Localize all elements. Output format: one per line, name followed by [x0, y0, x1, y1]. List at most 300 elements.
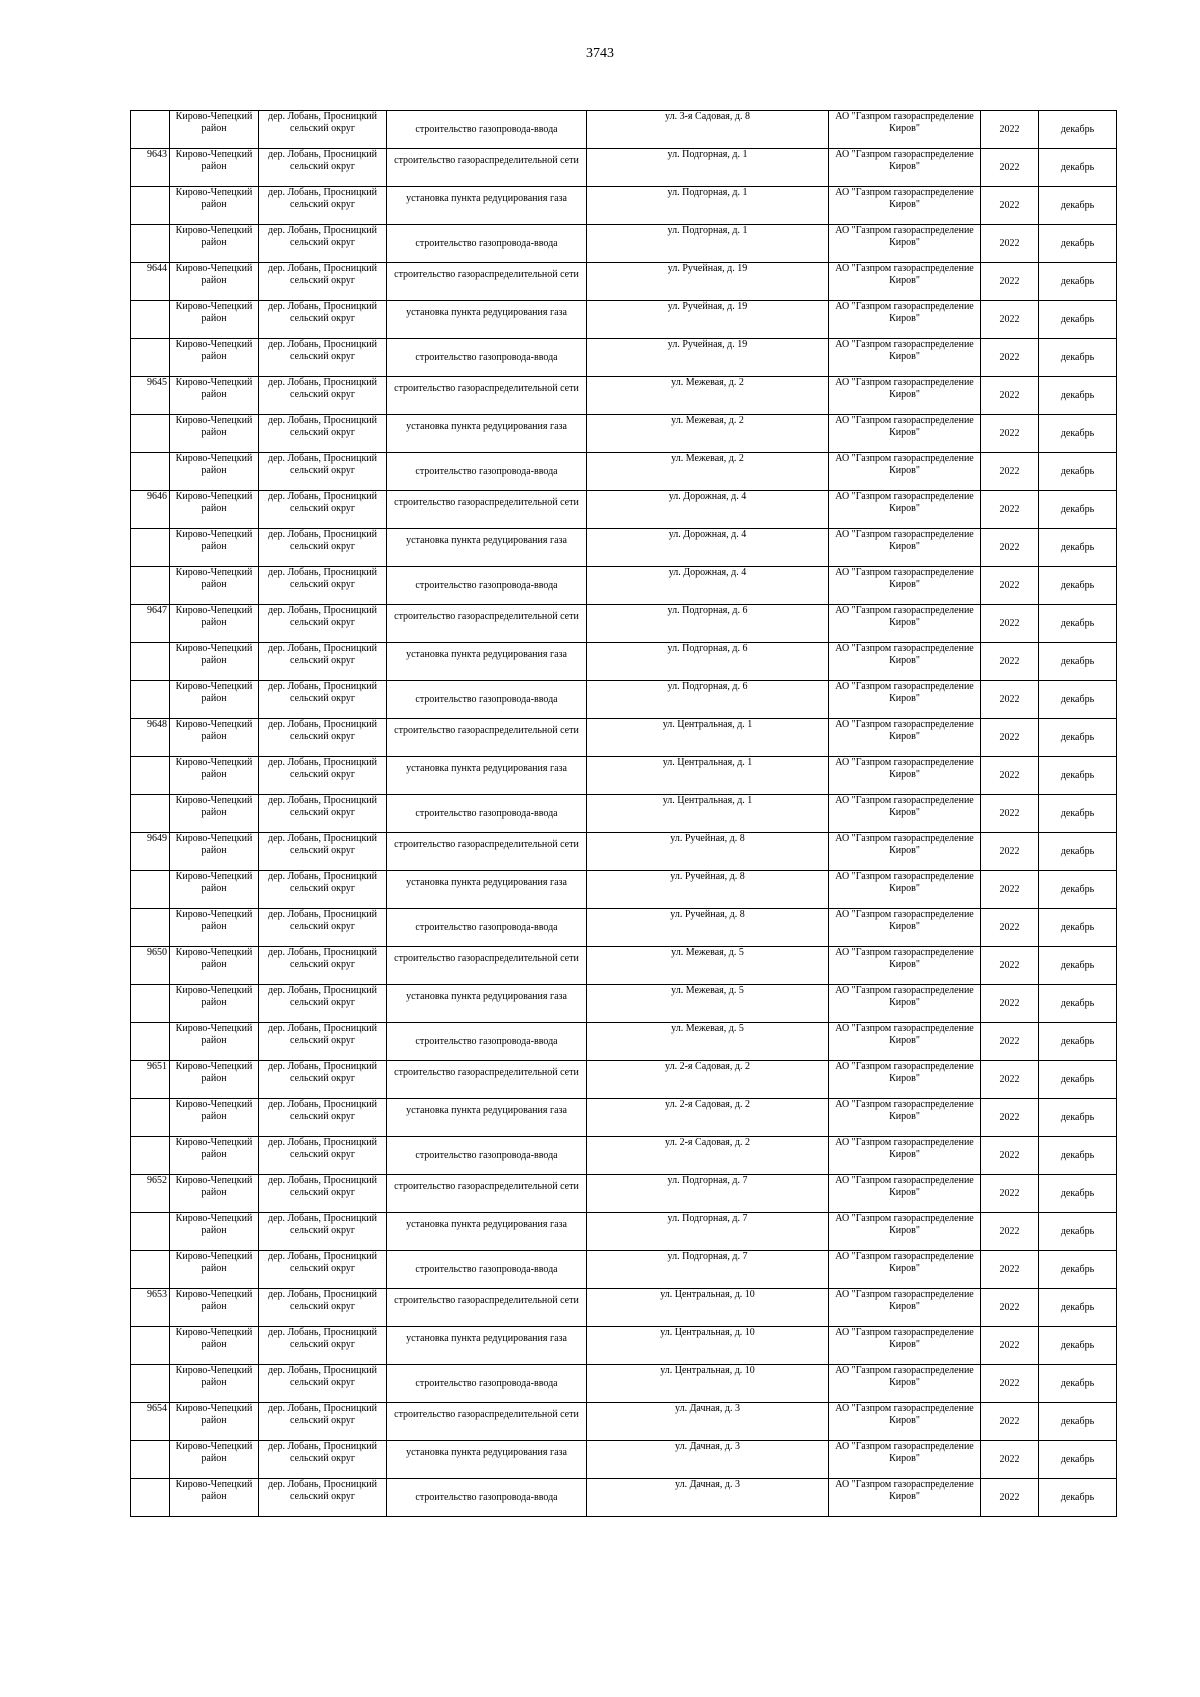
work-type-cell: строительство газораспределительной сети — [387, 719, 587, 757]
row-number: 9649 — [131, 833, 170, 871]
district-cell: Кирово-Чепецкий район — [170, 1251, 259, 1289]
year-cell: 2022 — [981, 149, 1039, 187]
work-type-cell: строительство газораспределительной сети — [387, 491, 587, 529]
organization-cell: АО "Газпром газораспределение Киров" — [829, 1175, 981, 1213]
table-row — [131, 833, 1117, 871]
organization-cell: АО "Газпром газораспределение Киров" — [829, 1099, 981, 1137]
organization-cell: АО "Газпром газораспределение Киров" — [829, 263, 981, 301]
work-type-cell: строительство газопровода-ввода — [387, 111, 587, 149]
table-row — [131, 605, 1117, 643]
address-cell: ул. Центральная, д. 10 — [587, 1289, 829, 1327]
row-number: 9647 — [131, 605, 170, 643]
year-cell: 2022 — [981, 491, 1039, 529]
year-cell: 2022 — [981, 643, 1039, 681]
locality-cell: дер. Лобань, Просницкий сельский округ — [259, 643, 387, 681]
row-number — [131, 339, 170, 377]
table-row — [131, 1023, 1117, 1061]
district-cell: Кирово-Чепецкий район — [170, 1213, 259, 1251]
year-cell: 2022 — [981, 1479, 1039, 1517]
table-row — [131, 225, 1117, 263]
month-cell: декабрь — [1039, 491, 1117, 529]
gasification-schedule-table — [130, 110, 1117, 1517]
address-cell: ул. Подгорная, д. 6 — [587, 643, 829, 681]
district-cell: Кирово-Чепецкий район — [170, 187, 259, 225]
locality-cell: дер. Лобань, Просницкий сельский округ — [259, 491, 387, 529]
work-type-cell: строительство газопровода-ввода — [387, 1479, 587, 1517]
work-type-cell: установка пункта редуцирования газа — [387, 1099, 587, 1137]
row-number — [131, 111, 170, 149]
district-cell: Кирово-Чепецкий район — [170, 339, 259, 377]
work-type-cell: строительство газораспределительной сети — [387, 1061, 587, 1099]
row-number: 9650 — [131, 947, 170, 985]
district-cell: Кирово-Чепецкий район — [170, 111, 259, 149]
locality-cell: дер. Лобань, Просницкий сельский округ — [259, 757, 387, 795]
organization-cell: АО "Газпром газораспределение Киров" — [829, 1403, 981, 1441]
table-row — [131, 719, 1117, 757]
organization-cell: АО "Газпром газораспределение Киров" — [829, 1251, 981, 1289]
district-cell: Кирово-Чепецкий район — [170, 909, 259, 947]
locality-cell: дер. Лобань, Просницкий сельский округ — [259, 529, 387, 567]
district-cell: Кирово-Чепецкий район — [170, 1441, 259, 1479]
organization-cell: АО "Газпром газораспределение Киров" — [829, 605, 981, 643]
year-cell: 2022 — [981, 871, 1039, 909]
table-row — [131, 643, 1117, 681]
address-cell: ул. 2-я Садовая, д. 2 — [587, 1137, 829, 1175]
organization-cell: АО "Газпром газораспределение Киров" — [829, 1327, 981, 1365]
year-cell: 2022 — [981, 263, 1039, 301]
month-cell: декабрь — [1039, 1061, 1117, 1099]
row-number — [131, 529, 170, 567]
address-cell: ул. Ручейная, д. 8 — [587, 833, 829, 871]
work-type-cell: строительство газопровода-ввода — [387, 1251, 587, 1289]
district-cell: Кирово-Чепецкий район — [170, 1327, 259, 1365]
year-cell: 2022 — [981, 377, 1039, 415]
table-row — [131, 757, 1117, 795]
locality-cell: дер. Лобань, Просницкий сельский округ — [259, 1365, 387, 1403]
district-cell: Кирово-Чепецкий район — [170, 415, 259, 453]
locality-cell: дер. Лобань, Просницкий сельский округ — [259, 1403, 387, 1441]
month-cell: декабрь — [1039, 1251, 1117, 1289]
address-cell: ул. Подгорная, д. 7 — [587, 1251, 829, 1289]
month-cell: декабрь — [1039, 1441, 1117, 1479]
table-row — [131, 1061, 1117, 1099]
work-type-cell: строительство газопровода-ввода — [387, 681, 587, 719]
table-body — [131, 111, 1117, 1517]
locality-cell: дер. Лобань, Просницкий сельский округ — [259, 567, 387, 605]
month-cell: декабрь — [1039, 719, 1117, 757]
month-cell: декабрь — [1039, 415, 1117, 453]
district-cell: Кирово-Чепецкий район — [170, 225, 259, 263]
address-cell: ул. Межевая, д. 2 — [587, 453, 829, 491]
organization-cell: АО "Газпром газораспределение Киров" — [829, 985, 981, 1023]
year-cell: 2022 — [981, 1327, 1039, 1365]
table-row — [131, 149, 1117, 187]
organization-cell: АО "Газпром газораспределение Киров" — [829, 453, 981, 491]
row-number: 9651 — [131, 1061, 170, 1099]
year-cell: 2022 — [981, 1023, 1039, 1061]
month-cell: декабрь — [1039, 301, 1117, 339]
row-number — [131, 909, 170, 947]
row-number — [131, 453, 170, 491]
year-cell: 2022 — [981, 339, 1039, 377]
address-cell: ул. Дачная, д. 3 — [587, 1403, 829, 1441]
district-cell: Кирово-Чепецкий район — [170, 985, 259, 1023]
locality-cell: дер. Лобань, Просницкий сельский округ — [259, 1441, 387, 1479]
organization-cell: АО "Газпром газораспределение Киров" — [829, 301, 981, 339]
address-cell: ул. Центральная, д. 1 — [587, 757, 829, 795]
address-cell: ул. Ручейная, д. 19 — [587, 339, 829, 377]
year-cell: 2022 — [981, 833, 1039, 871]
month-cell: декабрь — [1039, 187, 1117, 225]
row-number — [131, 225, 170, 263]
district-cell: Кирово-Чепецкий район — [170, 301, 259, 339]
locality-cell: дер. Лобань, Просницкий сельский округ — [259, 415, 387, 453]
month-cell: декабрь — [1039, 681, 1117, 719]
month-cell: декабрь — [1039, 529, 1117, 567]
row-number: 9643 — [131, 149, 170, 187]
district-cell: Кирово-Чепецкий район — [170, 453, 259, 491]
district-cell: Кирово-Чепецкий район — [170, 871, 259, 909]
district-cell: Кирово-Чепецкий район — [170, 719, 259, 757]
organization-cell: АО "Газпром газораспределение Киров" — [829, 795, 981, 833]
district-cell: Кирово-Чепецкий район — [170, 1365, 259, 1403]
year-cell: 2022 — [981, 187, 1039, 225]
year-cell: 2022 — [981, 985, 1039, 1023]
organization-cell: АО "Газпром газораспределение Киров" — [829, 1289, 981, 1327]
year-cell: 2022 — [981, 1365, 1039, 1403]
locality-cell: дер. Лобань, Просницкий сельский округ — [259, 1327, 387, 1365]
work-type-cell: строительство газопровода-ввода — [387, 453, 587, 491]
organization-cell: АО "Газпром газораспределение Киров" — [829, 1479, 981, 1517]
address-cell: ул. Подгорная, д. 1 — [587, 225, 829, 263]
year-cell: 2022 — [981, 947, 1039, 985]
work-type-cell: установка пункта редуцирования газа — [387, 301, 587, 339]
address-cell: ул. Дорожная, д. 4 — [587, 491, 829, 529]
year-cell: 2022 — [981, 909, 1039, 947]
district-cell: Кирово-Чепецкий район — [170, 1061, 259, 1099]
row-number: 9653 — [131, 1289, 170, 1327]
organization-cell: АО "Газпром газораспределение Киров" — [829, 225, 981, 263]
work-type-cell: строительство газораспределительной сети — [387, 605, 587, 643]
locality-cell: дер. Лобань, Просницкий сельский округ — [259, 301, 387, 339]
row-number — [131, 1479, 170, 1517]
address-cell: ул. Межевая, д. 5 — [587, 947, 829, 985]
year-cell: 2022 — [981, 1213, 1039, 1251]
year-cell: 2022 — [981, 301, 1039, 339]
month-cell: декабрь — [1039, 453, 1117, 491]
address-cell: ул. Подгорная, д. 6 — [587, 681, 829, 719]
year-cell: 2022 — [981, 111, 1039, 149]
district-cell: Кирово-Чепецкий район — [170, 377, 259, 415]
month-cell: декабрь — [1039, 605, 1117, 643]
year-cell: 2022 — [981, 1251, 1039, 1289]
address-cell: ул. Ручейная, д. 19 — [587, 301, 829, 339]
locality-cell: дер. Лобань, Просницкий сельский округ — [259, 377, 387, 415]
year-cell: 2022 — [981, 1175, 1039, 1213]
table-row — [131, 111, 1117, 149]
address-cell: ул. Межевая, д. 2 — [587, 415, 829, 453]
table-row — [131, 1251, 1117, 1289]
work-type-cell: строительство газопровода-ввода — [387, 567, 587, 605]
row-number: 9645 — [131, 377, 170, 415]
address-cell: ул. Центральная, д. 10 — [587, 1365, 829, 1403]
district-cell: Кирово-Чепецкий район — [170, 567, 259, 605]
month-cell: декабрь — [1039, 1213, 1117, 1251]
row-number — [131, 187, 170, 225]
organization-cell: АО "Газпром газораспределение Киров" — [829, 681, 981, 719]
table-row — [131, 453, 1117, 491]
work-type-cell: строительство газораспределительной сети — [387, 947, 587, 985]
year-cell: 2022 — [981, 1289, 1039, 1327]
table-row — [131, 415, 1117, 453]
address-cell: ул. Ручейная, д. 19 — [587, 263, 829, 301]
month-cell: декабрь — [1039, 263, 1117, 301]
address-cell: ул. Дорожная, д. 4 — [587, 567, 829, 605]
address-cell: ул. Ручейная, д. 8 — [587, 909, 829, 947]
month-cell: декабрь — [1039, 339, 1117, 377]
month-cell: декабрь — [1039, 1175, 1117, 1213]
year-cell: 2022 — [981, 795, 1039, 833]
organization-cell: АО "Газпром газораспределение Киров" — [829, 491, 981, 529]
address-cell: ул. 2-я Садовая, д. 2 — [587, 1099, 829, 1137]
year-cell: 2022 — [981, 1061, 1039, 1099]
table-row — [131, 1479, 1117, 1517]
page-number: 3743 — [586, 46, 614, 61]
district-cell: Кирово-Чепецкий район — [170, 1175, 259, 1213]
row-number — [131, 1099, 170, 1137]
row-number — [131, 757, 170, 795]
work-type-cell: строительство газораспределительной сети — [387, 263, 587, 301]
month-cell: декабрь — [1039, 567, 1117, 605]
table-row — [131, 529, 1117, 567]
work-type-cell: установка пункта редуцирования газа — [387, 643, 587, 681]
locality-cell: дер. Лобань, Просницкий сельский округ — [259, 605, 387, 643]
year-cell: 2022 — [981, 719, 1039, 757]
district-cell: Кирово-Чепецкий район — [170, 795, 259, 833]
locality-cell: дер. Лобань, Просницкий сельский округ — [259, 1137, 387, 1175]
table-row — [131, 871, 1117, 909]
month-cell: декабрь — [1039, 909, 1117, 947]
month-cell: декабрь — [1039, 947, 1117, 985]
year-cell: 2022 — [981, 1137, 1039, 1175]
month-cell: декабрь — [1039, 1403, 1117, 1441]
row-number — [131, 415, 170, 453]
table-row — [131, 1137, 1117, 1175]
table-row — [131, 1213, 1117, 1251]
organization-cell: АО "Газпром газораспределение Киров" — [829, 1137, 981, 1175]
month-cell: декабрь — [1039, 377, 1117, 415]
organization-cell: АО "Газпром газораспределение Киров" — [829, 643, 981, 681]
address-cell: ул. Подгорная, д. 7 — [587, 1213, 829, 1251]
table-row — [131, 985, 1117, 1023]
locality-cell: дер. Лобань, Просницкий сельский округ — [259, 681, 387, 719]
year-cell: 2022 — [981, 225, 1039, 263]
organization-cell: АО "Газпром газораспределение Киров" — [829, 111, 981, 149]
organization-cell: АО "Газпром газораспределение Киров" — [829, 339, 981, 377]
locality-cell: дер. Лобань, Просницкий сельский округ — [259, 947, 387, 985]
work-type-cell: установка пункта редуцирования газа — [387, 187, 587, 225]
year-cell: 2022 — [981, 567, 1039, 605]
locality-cell: дер. Лобань, Просницкий сельский округ — [259, 225, 387, 263]
locality-cell: дер. Лобань, Просницкий сельский округ — [259, 909, 387, 947]
row-number — [131, 1251, 170, 1289]
row-number — [131, 643, 170, 681]
row-number: 9644 — [131, 263, 170, 301]
year-cell: 2022 — [981, 605, 1039, 643]
district-cell: Кирово-Чепецкий район — [170, 1137, 259, 1175]
month-cell: декабрь — [1039, 1023, 1117, 1061]
address-cell: ул. Подгорная, д. 1 — [587, 149, 829, 187]
organization-cell: АО "Газпром газораспределение Киров" — [829, 757, 981, 795]
year-cell: 2022 — [981, 1099, 1039, 1137]
locality-cell: дер. Лобань, Просницкий сельский округ — [259, 263, 387, 301]
row-number — [131, 1441, 170, 1479]
organization-cell: АО "Газпром газораспределение Киров" — [829, 377, 981, 415]
table-row — [131, 1175, 1117, 1213]
month-cell: декабрь — [1039, 1327, 1117, 1365]
row-number — [131, 1137, 170, 1175]
district-cell: Кирово-Чепецкий район — [170, 1099, 259, 1137]
organization-cell: АО "Газпром газораспределение Киров" — [829, 1213, 981, 1251]
row-number — [131, 567, 170, 605]
work-type-cell: установка пункта редуцирования газа — [387, 1327, 587, 1365]
month-cell: декабрь — [1039, 1289, 1117, 1327]
table-row — [131, 681, 1117, 719]
locality-cell: дер. Лобань, Просницкий сельский округ — [259, 871, 387, 909]
table-row — [131, 1327, 1117, 1365]
work-type-cell: строительство газораспределительной сети — [387, 149, 587, 187]
year-cell: 2022 — [981, 453, 1039, 491]
locality-cell: дер. Лобань, Просницкий сельский округ — [259, 149, 387, 187]
work-type-cell: строительство газораспределительной сети — [387, 1289, 587, 1327]
locality-cell: дер. Лобань, Просницкий сельский округ — [259, 1479, 387, 1517]
work-type-cell: строительство газораспределительной сети — [387, 377, 587, 415]
year-cell: 2022 — [981, 529, 1039, 567]
organization-cell: АО "Газпром газораспределение Киров" — [829, 909, 981, 947]
locality-cell: дер. Лобань, Просницкий сельский округ — [259, 1289, 387, 1327]
address-cell: ул. Межевая, д. 5 — [587, 1023, 829, 1061]
work-type-cell: установка пункта редуцирования газа — [387, 985, 587, 1023]
row-number — [131, 871, 170, 909]
organization-cell: АО "Газпром газораспределение Киров" — [829, 1023, 981, 1061]
month-cell: декабрь — [1039, 1137, 1117, 1175]
row-number: 9652 — [131, 1175, 170, 1213]
address-cell: ул. Центральная, д. 1 — [587, 719, 829, 757]
row-number — [131, 1213, 170, 1251]
organization-cell: АО "Газпром газораспределение Киров" — [829, 1061, 981, 1099]
month-cell: декабрь — [1039, 871, 1117, 909]
table-row — [131, 263, 1117, 301]
row-number: 9646 — [131, 491, 170, 529]
work-type-cell: строительство газораспределительной сети — [387, 1175, 587, 1213]
table-row — [131, 339, 1117, 377]
table-row — [131, 1289, 1117, 1327]
year-cell: 2022 — [981, 1403, 1039, 1441]
month-cell: декабрь — [1039, 833, 1117, 871]
locality-cell: дер. Лобань, Просницкий сельский округ — [259, 795, 387, 833]
table-row — [131, 1365, 1117, 1403]
locality-cell: дер. Лобань, Просницкий сельский округ — [259, 1251, 387, 1289]
month-cell: декабрь — [1039, 643, 1117, 681]
address-cell: ул. Центральная, д. 10 — [587, 1327, 829, 1365]
year-cell: 2022 — [981, 415, 1039, 453]
month-cell: декабрь — [1039, 757, 1117, 795]
year-cell: 2022 — [981, 1441, 1039, 1479]
locality-cell: дер. Лобань, Просницкий сельский округ — [259, 111, 387, 149]
organization-cell: АО "Газпром газораспределение Киров" — [829, 1365, 981, 1403]
work-type-cell: установка пункта редуцирования газа — [387, 871, 587, 909]
work-type-cell: строительство газопровода-ввода — [387, 795, 587, 833]
organization-cell: АО "Газпром газораспределение Киров" — [829, 187, 981, 225]
row-number — [131, 1365, 170, 1403]
address-cell: ул. 3-я Садовая, д. 8 — [587, 111, 829, 149]
locality-cell: дер. Лобань, Просницкий сельский округ — [259, 833, 387, 871]
address-cell: ул. Подгорная, д. 1 — [587, 187, 829, 225]
address-cell: ул. Центральная, д. 1 — [587, 795, 829, 833]
table-row — [131, 909, 1117, 947]
table-row — [131, 795, 1117, 833]
table-row — [131, 1441, 1117, 1479]
work-type-cell: строительство газопровода-ввода — [387, 1023, 587, 1061]
district-cell: Кирово-Чепецкий район — [170, 1403, 259, 1441]
address-cell: ул. Межевая, д. 5 — [587, 985, 829, 1023]
address-cell: ул. Дачная, д. 3 — [587, 1479, 829, 1517]
row-number — [131, 795, 170, 833]
district-cell: Кирово-Чепецкий район — [170, 757, 259, 795]
work-type-cell: установка пункта редуцирования газа — [387, 415, 587, 453]
locality-cell: дер. Лобань, Просницкий сельский округ — [259, 719, 387, 757]
district-cell: Кирово-Чепецкий район — [170, 263, 259, 301]
month-cell: декабрь — [1039, 1099, 1117, 1137]
work-type-cell: строительство газораспределительной сети — [387, 1403, 587, 1441]
address-cell: ул. Дачная, д. 3 — [587, 1441, 829, 1479]
organization-cell: АО "Газпром газораспределение Киров" — [829, 415, 981, 453]
table-row — [131, 491, 1117, 529]
table-row — [131, 567, 1117, 605]
locality-cell: дер. Лобань, Просницкий сельский округ — [259, 1175, 387, 1213]
locality-cell: дер. Лобань, Просницкий сельский округ — [259, 453, 387, 491]
address-cell: ул. 2-я Садовая, д. 2 — [587, 1061, 829, 1099]
month-cell: декабрь — [1039, 1365, 1117, 1403]
row-number — [131, 301, 170, 339]
address-cell: ул. Межевая, д. 2 — [587, 377, 829, 415]
month-cell: декабрь — [1039, 1479, 1117, 1517]
district-cell: Кирово-Чепецкий район — [170, 643, 259, 681]
organization-cell: АО "Газпром газораспределение Киров" — [829, 871, 981, 909]
district-cell: Кирово-Чепецкий район — [170, 1479, 259, 1517]
work-type-cell: строительство газопровода-ввода — [387, 909, 587, 947]
organization-cell: АО "Газпром газораспределение Киров" — [829, 529, 981, 567]
district-cell: Кирово-Чепецкий район — [170, 149, 259, 187]
locality-cell: дер. Лобань, Просницкий сельский округ — [259, 1061, 387, 1099]
district-cell: Кирово-Чепецкий район — [170, 1289, 259, 1327]
organization-cell: АО "Газпром газораспределение Киров" — [829, 149, 981, 187]
row-number: 9654 — [131, 1403, 170, 1441]
month-cell: декабрь — [1039, 795, 1117, 833]
row-number — [131, 1023, 170, 1061]
locality-cell: дер. Лобань, Просницкий сельский округ — [259, 1099, 387, 1137]
work-type-cell: строительство газопровода-ввода — [387, 225, 587, 263]
month-cell: декабрь — [1039, 149, 1117, 187]
work-type-cell: установка пункта редуцирования газа — [387, 1213, 587, 1251]
table-row — [131, 187, 1117, 225]
organization-cell: АО "Газпром газораспределение Киров" — [829, 567, 981, 605]
locality-cell: дер. Лобань, Просницкий сельский округ — [259, 339, 387, 377]
work-type-cell: установка пункта редуцирования газа — [387, 757, 587, 795]
organization-cell: АО "Газпром газораспределение Киров" — [829, 833, 981, 871]
locality-cell: дер. Лобань, Просницкий сельский округ — [259, 1213, 387, 1251]
locality-cell: дер. Лобань, Просницкий сельский округ — [259, 985, 387, 1023]
